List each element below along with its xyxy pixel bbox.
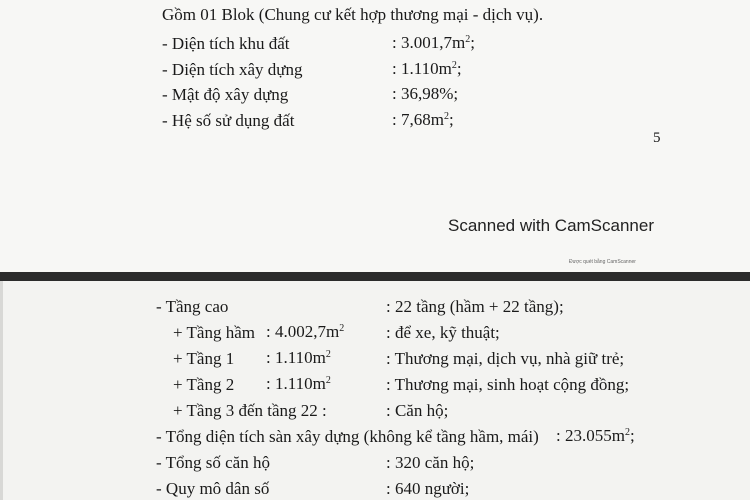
- page-edge: [0, 281, 3, 500]
- label-floors-3-22: + Tầng 3 đến tầng 22 :: [173, 401, 327, 420]
- label-total-units: - Tổng số căn hộ: [156, 453, 270, 472]
- label-basement: + Tầng hầm: [173, 323, 255, 342]
- use-basement: : để xe, kỹ thuật;: [386, 323, 500, 342]
- label-land-area: - Diện tích khu đất: [162, 34, 290, 53]
- use-floor-2: : Thương mại, sinh hoạt cộng đồng;: [386, 375, 630, 394]
- use-floors-3-22: : Căn hộ;: [386, 401, 449, 420]
- use-floor-1: : Thương mại, dịch vụ, nhà giữ trẻ;: [386, 349, 625, 368]
- value-land-use-ratio: : $7,68m^2$;: [392, 110, 454, 129]
- label-floor-1: + Tầng 1: [173, 349, 235, 368]
- label-floor-2: + Tầng 2: [173, 375, 235, 394]
- value-total-units: : 320 căn hộ;: [386, 453, 475, 472]
- label-population: - Quy mô dân số: [156, 479, 270, 498]
- area-basement: : $4.002,7m^2$: [266, 322, 345, 341]
- label-construction-area: - Diện tích xây dựng: [162, 60, 303, 79]
- camscanner-watermark: Scanned with CamScanner: [448, 216, 655, 235]
- value-population: : 640 người;: [386, 479, 470, 498]
- label-floors: - Tầng cao: [156, 297, 229, 316]
- label-land-use-ratio: - Hệ số sử dụng đất: [162, 111, 295, 130]
- value-floors: : 22 tầng (hầm + 22 tầng);: [386, 297, 564, 316]
- value-building-density: : 36,98%;: [392, 84, 459, 103]
- area-floor-1: : $1.110m^2$: [266, 348, 331, 367]
- label-building-density: - Mật độ xây dựng: [162, 85, 289, 104]
- value-total-floor-area: : $23.055m^2$;: [556, 426, 635, 445]
- scanned-page-bottom: [0, 281, 750, 500]
- intro-text: Gồm 01 Blok (Chung cư kết hợp thương mại - dịch vụ).: [162, 5, 544, 24]
- label-total-floor-area: - Tổng diện tích sàn xây dựng (không kể tầng hầm, mái): [156, 427, 539, 446]
- page-number: 5: [653, 130, 661, 146]
- area-floor-2: : $1.110m^2$: [266, 374, 331, 393]
- value-land-area: : $3.001,7m^2$;: [392, 33, 475, 52]
- camscanner-small-watermark: Được quét bằng CamScanner: [569, 259, 636, 265]
- value-construction-area: : $1.110m^2$;: [392, 59, 462, 78]
